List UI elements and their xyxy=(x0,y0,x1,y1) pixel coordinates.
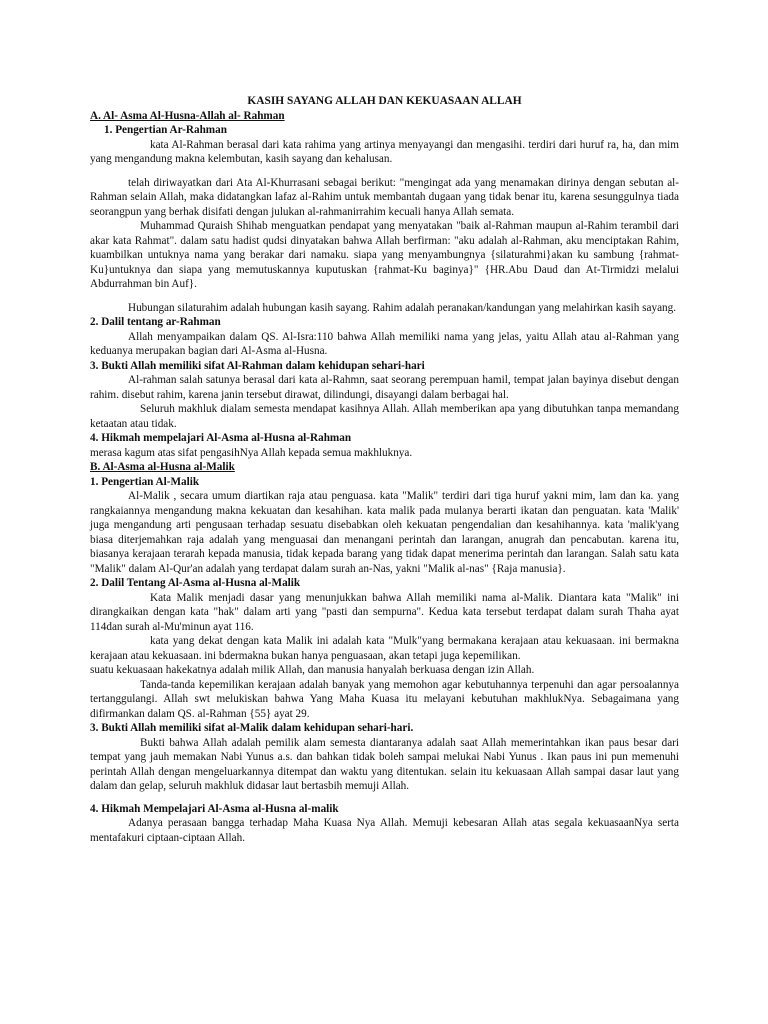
b3-paragraph-1: Bukti bahwa Allah adalah pemilik alam semesta diantaranya adalah saat Allah memerintahkan ikan paus besar dari tempat yang jauh memakan Nabi Yunus a.s. dan bahkan tidak boleh sampai melukai Nabi Yunus . Ikan paus ini pun memenuhi perintah Allah dengan mengeluarkannya ditempat dan waktu yang ditentukan. selain itu kekuasaan Allah sampai dasar laut yang dalam dan gelap, seluruh makhluk didasar laut bertasbih memuji Allah. xyxy=(90,736,679,792)
b3-heading: 3. Bukti Allah memiliki sifat al-Malik dalam kehidupan sehari-hari. xyxy=(90,722,414,734)
a4-paragraph-1: merasa kagum atas sifat pengasihNya Allah kepada semua makhluknya. xyxy=(90,446,413,459)
document-title: KASIH SAYANG ALLAH DAN KEKUASAAN ALLAH xyxy=(247,95,522,107)
a1-heading: 1. Pengertian Ar-Rahman xyxy=(104,124,227,136)
section-b-heading xyxy=(90,460,679,475)
b4-heading: 4. Hikmah Mempelajari Al-Asma al-Husna al-malik xyxy=(90,802,339,815)
b1-paragraph-1: Al-Malik , secara umum diartikan raja atau penguasa. kata "Malik" terdiri dari tiga huruf yakni mim, lam dan ka. yang rangkaiannya mengandung makna kekuatan dan kesahihan. kata malik pada mulanya berarti ikatan dan penguatan. kata 'Malik' juga mengandung arti pengusaan terhadap sesuatu disebabkan oleh kekuatan pengendalian dan kesahihannya. kata 'malik'yang biasa diterjemahkan raja adalah yang menguasai dan menangani perintah dan larangan, anugrah dan pencabutan. karena itu, biasanya kerajaan terarah kepada manusia, tidak kepada barang yang tidak dapat menerima perintah dan larangan. Salah satu kata "Malik" dalam Al-Qur'an adalah yang terdapat dalam surah an-Nas, yakni "Malik al-nas" {Raja manusia}. xyxy=(90,490,679,575)
b2-paragraph-4: Tanda-tanda kepemilikan kerajaan adalah banyak yang memohon agar kebutuhannya terpenuhi dan agar persoalannya tertanggulangi. Allah swt melukiskan bahwa Yang Maha Kuasa itu melayani kebutuhan makhlukNya. Sebagaimana yang difirmankan dalam QS. al-Rahman {55} ayat 29. xyxy=(90,678,679,720)
b4-paragraph-1: Adanya perasaan bangga terhadap Maha Kuasa Nya Allah. Memuji kebesaran Allah atas segala kekuasaanNya serta mentafakuri ciptaan-ciptaan Allah. xyxy=(90,817,679,844)
document-page xyxy=(90,94,679,845)
a4-heading: 4. Hikmah mempelajari Al-Asma al-Husna al-Rahman xyxy=(90,432,352,444)
section-a-heading xyxy=(90,109,679,124)
b2-paragraph-2: kata yang dekat dengan kata Malik ini adalah kata "Mulk"yang bermakana kerajaan atau kekuasaan. ini bermakna kerajaan atau kekuasaan. ini bdermakna bukan hanya penguasaan, akan tetapi juga kepemilikan. xyxy=(90,635,679,662)
section-b-label: B. Al-Asma al-Husna al-Malik xyxy=(90,461,235,473)
b2-paragraph-3: suatu kekuasaan hakekatnya adalah milik Allah, dan manusia hanyalah berkuasa dengan izin Allah. xyxy=(90,664,535,676)
a3-paragraph-2: Seluruh makhluk dialam semesta mendapat kasihnya Allah. Allah memberikan apa yang dibutuhkan tanpa memandang ketaatan atau tidak. xyxy=(90,403,679,430)
b1-heading: 1. Pengertian Al-Malik xyxy=(90,475,200,488)
a2-heading: 2. Dalil tentang ar-Rahman xyxy=(90,316,221,328)
a1-paragraph-3: Muhammad Quraish Shihab menguatkan pendapat yang menyatakan "baik al-Rahman maupun al-Rahim terambil dari akar kata Rahmat". dalam satu hadist qudsi dinyatakan bahwa Allah berfirman: "aku adalah al-Rahman, aku menciptakan Rahim, kuambilkan untuknya nama yang berakar dari namaku. siapa yang menyambungnya {silaturahmi}akan ku sambung {rahmat-Ku}untuknya dan siapa yang memutuskannya kuputuskan {rahmat-Ku baginya}" {HR.Abu Daud dan At-Tirmidzi melalui Abdurrahman bin Auf}. xyxy=(90,220,679,290)
a1-paragraph-1: kata Al-Rahman berasal dari kata rahima yang artinya menyayangi dan mengasihi. terdiri dari huruf ra, ha, dan mim yang mengandung makna kelembutan, kasih sayang dan kehalusan. xyxy=(90,138,679,165)
a1-paragraph-4: Hubungan silaturahim adalah hubungan kasih sayang. Rahim adalah peranakan/kandungan yang melahirkan kasih sayang. xyxy=(128,301,677,314)
a3-paragraph-1: Al-rahman salah satunya berasal dari kata al-Rahmn, saat seorang perempuan hamil, tempat jalan bayinya disebut dengan rahim. disebut rahim, karena janin tersebut dirawat, dilindungi, disayangi dalam berbagai hal. xyxy=(90,374,679,401)
section-a-label: A. Al- Asma Al-Husna-Allah al- Rahman xyxy=(90,109,285,122)
a2-paragraph-1: Allah menyampaikan dalam QS. Al-Isra:110 bahwa Allah memiliki nama yang jelas, yaitu Allah atau al-Rahman yang keduanya merupakan bagian dari Al-Asma al-Husna. xyxy=(90,330,679,357)
a1-paragraph-2: telah diriwayatkan dari Ata Al-Khurrasani sebagai berikut: "mengingat ada yang menamakan dirinya dengan sebutan al-Rahman selain Allah, maka didatangkan lafaz al-Rahim untuk membantah dugaan yang tidak benar itu, karena sesunggulnya tiada seorangpun yang berhak disifati dengan julukan al-rahmanirrahim kecuali hanya Allah semata. xyxy=(90,176,679,218)
b2-paragraph-1: Kata Malik menjadi dasar yang menunjukkan bahwa Allah memiliki nama al-Malik. Diantara kata "Malik" ini dirangkaikan dengan kata "hak" dalam arti yang "pasti dan sempurna". Kedua kata tersebut terdapat dalam surah Thaha ayat 114dan surah al-Mu'minun ayat 116. xyxy=(90,591,679,633)
b2-heading: 2. Dalil Tentang Al-Asma al-Husna al-Malik xyxy=(90,577,301,589)
a3-heading: 3. Bukti Allah memiliki sifat Al-Rahman dalam kehidupan sehari-hari xyxy=(90,359,425,372)
